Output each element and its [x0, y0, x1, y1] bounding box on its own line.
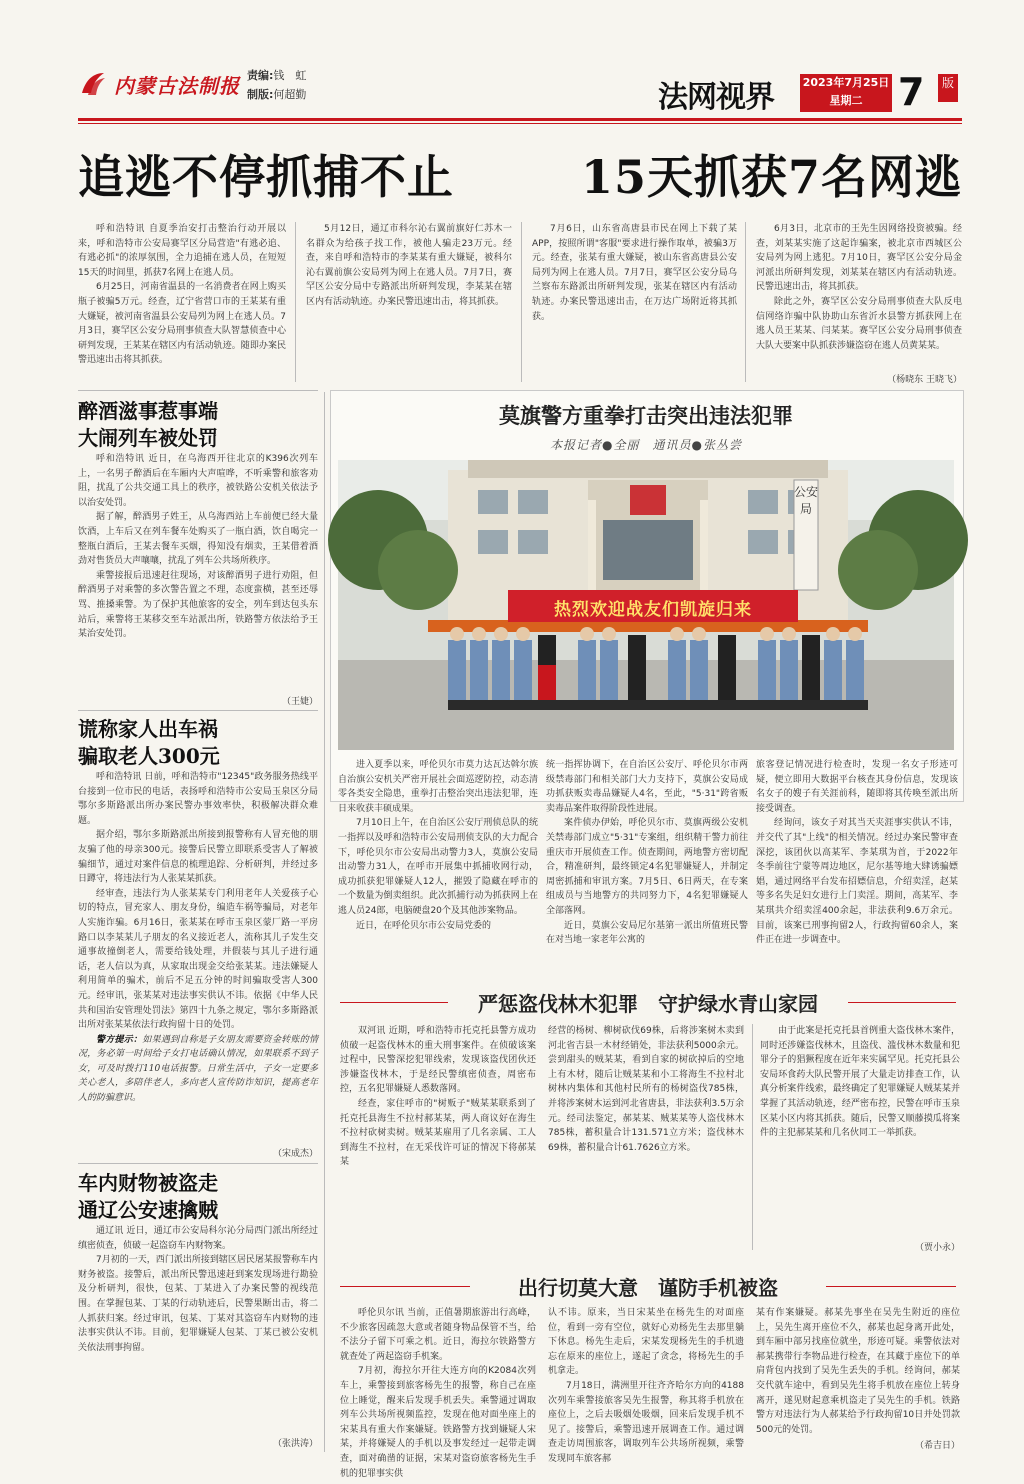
lead-story-col-3 [532, 222, 737, 384]
tip-text: 如果遇到自称是子女朋友需要资金转账的情况，务必第一时间给子女打电话确认情况，如果联系不到子女，可及时拨打110电话报警。日常生活中，子女一定要多关心老人，多陪伴老人，多向老人宣传防诈知识，提高老年人的防骗意识。 [78, 1034, 318, 1104]
headline-left: 追逃不停抓捕不止 [78, 150, 454, 204]
section-divider [78, 390, 318, 391]
lead-paragraph: 7月6日，山东省高唐县市民在网上下载了某APP，按照所谓"客服"要求进行操作取单，被骗3万元。经查，张某有重大嫌疑，被山东省高唐县公安局列为网上在逃人员。7月7日，赛罕区公安分局乌兰察布东路派出所研判发现，张某在辖区内有活动轨迹。办案民警迅速出击，在万达广场附近将其抓获。 [532, 224, 737, 322]
headline-right: 15天抓获7名网逃 [580, 150, 962, 204]
fraud-paragraph: 呼和浩特讯 日前，呼和浩特市"12345"政务服务热线平台接到一位市民的电话，表扬呼和浩特市公安局玉泉区分局鄂尔多斯路派出所办案民警办事效率快，积极解决群众难题。 [78, 772, 318, 826]
ornament-line [340, 1286, 470, 1287]
feature-paragraph: 旅客登记情况进行检查时，发现一名女子形迹可疑，便立即用大数据平台核查其身份信息，发现该名女子的嫂子有关涯前科，随即将其传唤至派出所接受调查。 [756, 760, 958, 814]
fraud-story-body [78, 770, 318, 1146]
train-byline: （王婕） [281, 697, 318, 707]
train-story-body [78, 452, 318, 694]
tree-story-title: 严惩盗伐林木犯罪 守护绿水青山家园 [478, 992, 818, 1016]
lead-paragraph: 5月12日，通辽市科尔沁右翼前旗好仁苏木一名群众为给孩子找工作，被他人骗走23万元。经查，来自呼和浩特市的李某某有重大嫌疑，被科尔沁右翼前旗公安局列为网上在逃人员。7月7日，赛罕区公安分局中专路派出所研判发现，李某某在辖区内有活动轨迹。办案民警迅速出击，将其抓获。 [306, 224, 512, 307]
editor-name: 钱 虹 [273, 69, 307, 82]
lead-story-col-4 [756, 222, 962, 372]
lead-paragraph: 除此之外，赛罕区公安分局刑事侦查大队反电信网络诈骗中队协助山东省沂水县警方抓获网上在逃人员王某某、闫某某。赛罕区公安分局刑事侦查大队大要案中队抓获涉嫌盗窃在逃人员黄某某。 [756, 296, 962, 351]
producer-label: 制版: [247, 88, 274, 101]
feature-paragraph: 统一指挥协调下，在自治区公安厅、呼伦贝尔市两级禁毒部门和相关部门大力支持下，莫旗公安局成功抓获贩卖毒品嫌疑人4名，至此，"5·31"跨省贩卖毒品案件取得阶段性进展。 [546, 760, 748, 814]
phone-col-2 [548, 1306, 744, 1464]
tree-paragraph: 双河讯 近期，呼和浩特市托克托县警方成功侦破一起盗伐林木的重大刑事案件。在侦破该案过程中，民警深挖犯罪线索，发现该盗伐团伙还涉嫌盗伐林木，于是经民警缜密侦查，周密布控，五名犯罪嫌疑人悉数落网。 [340, 1026, 536, 1095]
ornament-line [826, 1286, 956, 1287]
phone-byline: （希吉日） [914, 1441, 960, 1451]
newspaper-logo-icon [78, 69, 108, 99]
phone-paragraph: 认不讳。原来，当日宋某坐在杨先生的对面座位，看到一旁有空位，就好心劝杨先生去那里躺下休息。杨先生走后，宋某发现杨先生的手机遗忘在原来的座位上，遂起了贪念，将杨先生的手机拿走。 [548, 1308, 744, 1377]
feature-credit: 本报记者●全丽 通讯员●张丛尝 [550, 438, 742, 452]
phone-paragraph: 某有作案嫌疑。郝某先事坐在吴先生附近的座位上，吴先生离开座位不久，郝某也起身离开此处，到车厢中部另找座位就坐，形迹可疑。乘警依法对郝某携带行李物品进行检查，在其藏于座位下的单肩背包内找到了吴先生丢失的手机。经询问，郝某交代就车途中，看到吴先生将手机放在座位上转身离开，遂见财起意乘机盗走了吴先生的手机。铁路警方对违法行为人郝某给予行政拘留10日并处罚款500元的处罚。 [756, 1308, 960, 1435]
feature-col-3 [756, 758, 958, 954]
fraud-paragraph: 据介绍，鄂尔多斯路派出所接到报警称有人冒充他的朋友骗了他的母亲300元。接警后民警立即联系受害人了解被骗细节，通过对案件信息的梳理追踪、分析研判，并经过多日蹲守，将违法行为人张某某抓获。 [78, 830, 318, 885]
feature-paragraph: 案件侦办伊始，呼伦贝尔市、莫旗两级公安机关禁毒部门成立"5·31"专案组，组织精干警力前往重庆市开展侦查工作。侦查期间，两地警方密切配合，精准研判，最终锁定4名犯罪嫌疑人，并制定周密抓捕和审讯方案。7月5日、6日两天，在专案组成员与当地警方的共同努力下，4名犯罪嫌疑人全部落网。 [546, 818, 748, 916]
tree-byline: （贾小永） [914, 1243, 960, 1253]
tree-paragraph: 经营的杨树、柳树砍伐69株，后将涉案树木卖到河北省吉县一木材经销处，非法获利5000余元。尝到甜头的贼某某，看到自家的树砍掉后的空地上有木材，随后让贼某某和小工将海生不拉村北树林内集体和其他村民所有的杨树盗伐785株，并将涉案树木运到河北省唐县，非法获利3.5万余元。经司法鉴定，郝某某、贼某某等人盗伐林木785株，蓄积量合计131.571立方米；盗伐林木69株，蓄积量合计61.7626立方米。 [548, 1026, 744, 1153]
page-number: 7 [898, 70, 925, 114]
feature-col-1 [338, 758, 538, 954]
lead-paragraph: 6月25日，河南省温县的一名消费者在网上购买瓶子被骗5万元。经查，辽宁省营口市的王某某有重大嫌疑，被河南省温县公安局列为网上在逃人员。7月3日，赛罕区公安分局刑事侦查大队智慧侦查中心研判发现，王某某在辖区内有活动轨迹。随即办案民警迅速出击将其抓获。 [78, 282, 286, 366]
column-divider [521, 222, 522, 382]
train-paragraph: 据了解，醉酒男子姓王，从乌海西站上车前便已经大量饮酒，上车后又在列车餐车处购买了一瓶白酒，饮自喝完一整瓶白酒后，王某去餐车买烟，得知没有烟卖，王某借着酒劲对售货员大声嚷嚷，扰乱了列车公共场所秩序。 [78, 512, 318, 567]
train-title-line2: 大闹列车被处罚 [78, 426, 218, 450]
tree-col-3 [760, 1024, 960, 1240]
feature-paragraph: 进入夏季以来，呼伦贝尔市莫力达瓦达斡尔族自治旗公安机关严密开展社会面巡逻防控，动态清零各类安全隐患，重拳打击整治突出违法犯罪，连日来收获丰硕成果。 [338, 760, 538, 814]
lead-paragraph: 6月3日，北京市的王先生因网络投资被骗。经查，刘某某实施了这起诈骗案，被北京市西城区公安局列为网上逃犯。7月10日，赛罕区公安分局金河派出所研判发现，刘某某在辖区内有活动轨迹。民警迅速出击，将其抓获。 [756, 224, 962, 293]
tree-col-2 [548, 1024, 744, 1260]
phone-col-1 [340, 1306, 536, 1479]
section-divider [78, 710, 318, 711]
feature-col-2 [546, 758, 748, 954]
issue-weekday: 星期二 [829, 94, 863, 107]
column-divider [745, 222, 746, 382]
feature-paragraph: 近日，在呼伦贝尔市公安局党委的 [356, 920, 492, 931]
editor-credits [247, 66, 306, 104]
police-tip [78, 1033, 318, 1106]
producer-name: 何超勤 [273, 88, 307, 101]
photo-banner-text: 热烈欢迎战友们凯旋归来 [554, 599, 752, 620]
car-paragraph: 7月初的一天，西门派出所接到辖区居民屠某报警称车内财务被盗。接警后，派出所民警迅速赶到案发现场进行勘验及分析研判，很快，包某、丁某进入了办案民警的视线范围。在掌握包某、丁某的行动轨迹后，民警果断出击，将二人抓获归案。经过审讯，包某、丁某对其盗窃车内财物的违法事实供认不讳。目前，犯罪嫌疑人包某、丁某已被公安机关依法刑事拘留。 [78, 1255, 318, 1353]
fraud-byline: （宋成杰） [272, 1149, 318, 1159]
feature-paragraph: 近日，莫旗公安局尼尔基第一派出所值班民警在对当地一家老年公寓的 [546, 920, 748, 946]
lead-paragraph: 呼和浩特讯 自夏季治安打击整治行动开展以来，呼和浩特市公安局赛罕区分局营造"有逃必追、有逃必抓"的浓厚氛围，全力追捕在逃人员，在短短15天的时间里，抓获7名网上在逃人员。 [78, 224, 286, 278]
car-title-line1: 车内财物被盗走 [78, 1171, 218, 1195]
masthead-logo [78, 66, 240, 102]
column-divider [752, 1024, 753, 1250]
left-column-divider [324, 392, 325, 1452]
car-byline: （张洪涛） [272, 1439, 318, 1449]
editor-label: 责编: [247, 69, 274, 82]
page-tag: 版 [938, 74, 958, 102]
header-rule [78, 118, 962, 121]
tree-paragraph: 由于此案是托克托县首例重大盗伐林木案件，同时还涉嫌盗伐林木，且盗伐、滥伐林木数量和犯罪分子的猖獗程度在近年来实属罕见。托克托县公安局环食药大队民警开展了大量走访排查工作，认真分析案件线索，最终确定了犯罪嫌疑人贼某某并掌握了其活动轨迹，经严密布控，民警在呼市玉泉区某小区内将其抓获。随后，民警又顺藤摸瓜将案件的主犯郝某某和几名伙同工一举抓获。 [760, 1026, 960, 1139]
car-story-title [78, 1170, 318, 1224]
fraud-story-title [78, 716, 318, 770]
lead-story-col-2 [306, 222, 512, 384]
ornament-line [848, 1002, 956, 1003]
phone-col-3 [756, 1306, 960, 1438]
feature-paragraph: 7月10日上午，在自治区公安厅刑侦总队的统一指挥以及呼和浩特市公安局刑侦支队的大力配合下，呼伦贝尔市公安局出动警力3人，莫旗公安局出动警力31人，在呼市开展集中抓捕收网行动，成功抓获犯罪嫌疑人12人，摧毁了隐藏在呼市的一个数量为倒卖组织。此次抓捕行动为抓获网上在逃人员24郎，电脑硬盘20个及其他涉案物品。 [338, 818, 538, 916]
issue-date: 2023年7月25日 [802, 76, 890, 89]
train-title-line1: 醉酒滋事惹事端 [78, 399, 218, 423]
ornament-line [340, 1002, 448, 1003]
train-paragraph: 呼和浩特讯 近日，在乌海西开往北京的K396次列车上，一名男子醉酒后在车厢内大声喧哗，不听乘警和旅客劝阻，扰乱了公共交通工具上的秩序，被铁路公安机关依法予以治安处罚。 [78, 454, 318, 508]
phone-story-title: 出行切莫大意 谨防手机被盗 [518, 1276, 778, 1300]
section-divider [78, 1163, 318, 1164]
fraud-paragraph: 经审查，违法行为人张某某专门利用老年人关爱孩子心切的特点，冒充家人、朋友身份，编造车祸等骗局，对老年人实施诈骗。6月16日，张某某在呼市玉泉区蒙厂路一平房路口以李某某儿子朋友的名义接近老人，流称其儿子发生交通事故撞倒老人，需要给钱处理，并假装与其儿子进行通话，老人信以为真，从家取出现金交给张某某。违法嫌疑人利用简单的骗术，前后不足五分钟的时间骗取受害人300元。经审讯，张某某对违法事实供认不讳。依据《中华人民共和国治安管理处罚法》第四十九条之规定，鄂尔多斯路派出所对张某某依法行政拘留十日的处罚。 [78, 888, 318, 1031]
car-story-body [78, 1224, 318, 1436]
photo-sign-text: 公安局 [794, 485, 819, 516]
fraud-title-line2: 骗取老人300元 [78, 744, 220, 768]
section-name: 法网视界 [658, 80, 774, 115]
train-paragraph: 乘警接报后迅速赶往现场，对该醉酒男子进行劝阻，但醉酒男子对乘警的多次警告置之不理，态度蛮横，甚至还辱骂、推搡乘警。为了保护其他旅客的安全，列车到达包头东站后，乘警将王某移交至车站派出所，铁路警方依法给予王某治安处罚。 [78, 570, 318, 640]
lead-story-col-1 [78, 222, 286, 384]
fraud-title-line1: 谎称家人出车祸 [78, 717, 218, 741]
lead-byline: （杨晓东 王晓飞） [887, 375, 962, 385]
phone-paragraph: 7月18日，满洲里开往齐齐哈尔方向的4188次列车乘警接旅客吴先生报警，称其将手机放在座位上，之后去吸烟处吸烟，回来后发现手机不见了。接警后，乘警迅速开展调查工作。通过调查走访周围旅客，调取列车公共场所视频，乘警发现同车旅客郝 [548, 1380, 744, 1464]
masthead-title: 内蒙古法制报 [114, 73, 240, 98]
car-paragraph: 通辽讯 近日，通辽市公安局科尔沁分局西门派出所经过缜密侦查，侦破一起盗窃车内财物案。 [78, 1226, 318, 1251]
tree-col-1 [340, 1024, 536, 1260]
feature-title: 莫旗警方重拳打击突出违法犯罪 [499, 403, 793, 428]
train-story-title [78, 398, 318, 452]
feature-photo [338, 460, 954, 750]
phone-paragraph: 呼伦贝尔讯 当前，正值暑期旅游出行高峰，不少旅客因疏忽大意或者随身物品保管不当，给不法分子留下可乘之机。近日，海拉尔铁路警方就查处了两起盗窃手机案。 [340, 1308, 536, 1362]
phone-paragraph: 7月初，海拉尔开往大连方向的K2084次列车上，乘警接到旅客杨先生的报警，称自己在座位上睡觉，醒来后发现手机丢失。乘警通过调取列车公共场所视频监控，发现在他对面坐座上的宋某具有重大作案嫌疑。铁路警方找到嫌疑人宋某，并将嫌疑人的手机以及事发经过一起带走调查，面对确凿的证据，宋某对盗窃旅客杨先生手机的犯罪事实供 [340, 1366, 536, 1479]
car-title-line2: 通辽公安速擒贼 [78, 1198, 218, 1222]
tree-paragraph: 经查，家住呼市的"树贩子"贼某某联系到了托克托县海生不拉村郝某某，两人商议好在海生不拉村砍树卖树。贼某某雇用了几名亲属、工人到海生不拉村，在无采伐许可证的情况下将郝某某 [340, 1098, 536, 1168]
date-box [800, 74, 892, 112]
column-divider [295, 222, 296, 382]
feature-paragraph: 经询问，该女子对其当天夹涯事实供认不讳，并交代了其"上线"的相关情况。经过办案民警审查深挖，该团伙以高某军、李某琪为首，于2022年冬季前往宁蒙等周边地区，尼尔基等地大肆诱骗嫖娼，通过网络平台发布招嫖信息，介绍卖淫，赵某等多名失足妇女进行上门卖淫。期间，高某军、李某琪共介绍卖淫400余起，非法获利9.6万余元。目前，该案已刑事拘留2人，行政拘留60余人，案件正在进一步调查中。 [756, 818, 958, 946]
main-headline [78, 140, 962, 208]
header-rule-thin [78, 123, 962, 124]
tip-label: 警方提示： [96, 1034, 143, 1045]
